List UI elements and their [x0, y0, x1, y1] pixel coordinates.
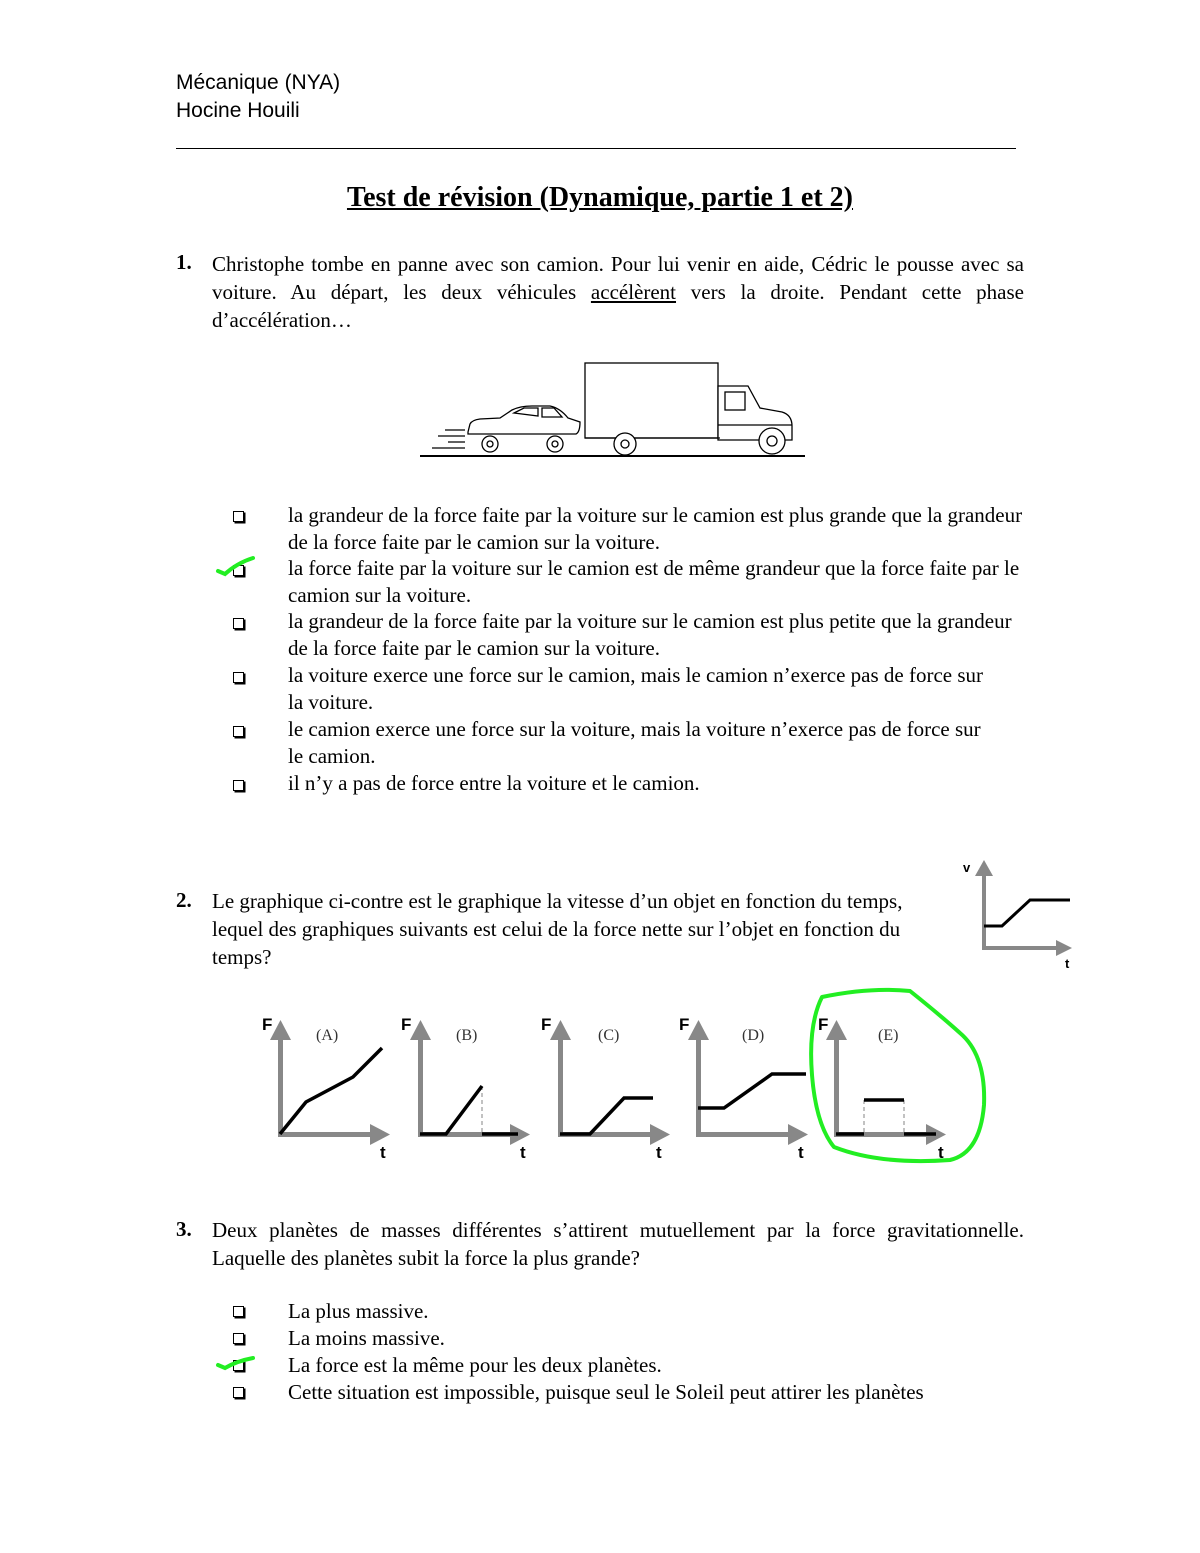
- q1-option-1: la grandeur de la force faite par la voiture sur le camion est plus grande que la grandeur de la force faite par le camion sur la voiture.: [288, 503, 1023, 554]
- force-axis-label: F: [679, 1015, 690, 1034]
- q3-number: 3.: [176, 1217, 192, 1241]
- q1-checkbox-6[interactable]: [233, 780, 244, 791]
- q1-checkbox-3[interactable]: [233, 618, 244, 629]
- q3-option-4: Cette situation est impossible, puisque seul le Soleil peut attirer les planètes: [288, 1380, 924, 1404]
- time-axis-label: t: [1065, 956, 1070, 971]
- force-graph-a[interactable]: [258, 1010, 398, 1165]
- q3-text: Deux planètes de masses différentes s’attirent mutuellement par la force gravitationnelle. Laquelle des planètes subit la force la plus grande?: [212, 1218, 1024, 1270]
- q1-text: Christophe tombe en panne avec son camion. Pour lui venir en aide, Cédric le pousse avec sa voiture. Au départ, les deux véhicules accélèrent vers la droite. Pendant cette phase d’accélération…: [212, 252, 1024, 332]
- graph-label-c: (C): [598, 1027, 620, 1044]
- q2-number: 2.: [176, 888, 192, 912]
- q3-option-3: La force est la même pour les deux planètes.: [288, 1353, 662, 1377]
- time-axis-label: t: [380, 1143, 386, 1162]
- q3-option-2: La moins massive.: [288, 1326, 445, 1350]
- author-name: Hocine Houili: [176, 99, 300, 122]
- green-check-mark-icon: [215, 1353, 257, 1373]
- time-axis-label: t: [656, 1143, 662, 1162]
- q3-checkbox-1[interactable]: [233, 1306, 244, 1317]
- time-axis-label: t: [798, 1143, 804, 1162]
- graph-label-e: (E): [878, 1027, 899, 1044]
- graph-label-d: (D): [742, 1027, 765, 1044]
- force-axis-label: F: [401, 1015, 412, 1034]
- force-axis-label: F: [541, 1015, 552, 1034]
- q2-text: Le graphique ci-contre est le graphique la vitesse d’un objet en fonction du temps, lequel des graphiques suivants est celui de la force nette sur l’objet en fonction du temps?: [212, 889, 903, 969]
- graph-label-b: (B): [456, 1027, 478, 1044]
- q1-option-5: le camion exerce une force sur la voiture, mais la voiture n’exerce pas de force sur le camion.: [288, 717, 981, 768]
- time-axis-label: t: [520, 1143, 526, 1162]
- force-graph-d[interactable]: [678, 1010, 818, 1165]
- page-title: Test de révision (Dynamique, partie 1 et 2): [346, 182, 854, 213]
- q1-underlined-word: accélèrent: [590, 280, 677, 304]
- q3-checkbox-2[interactable]: [233, 1333, 244, 1344]
- q3-option-1: La plus massive.: [288, 1299, 429, 1323]
- q1-number: 1.: [176, 250, 192, 274]
- q1-checkbox-1[interactable]: [233, 511, 244, 522]
- q1-option-6: il n’y a pas de force entre la voiture et le camion.: [288, 771, 700, 795]
- q1-option-4: la voiture exerce une force sur le camion, mais le camion n’exerce pas de force sur la voiture.: [288, 663, 983, 714]
- velocity-axis-label: v: [963, 860, 971, 875]
- q1-option-3: la grandeur de la force faite par la voiture sur le camion est plus petite que la grandeur de la force faite par le camion sur la voiture.: [288, 609, 1012, 660]
- q1-checkbox-5[interactable]: [233, 726, 244, 737]
- force-axis-label: F: [262, 1015, 273, 1034]
- green-check-mark-icon: [215, 553, 257, 577]
- q1-option-2: la force faite par la voiture sur le camion est de même grandeur que la force faite par le camion sur la voiture.: [288, 556, 1020, 607]
- graph-label-a: (A): [316, 1027, 339, 1044]
- green-selection-circle: [800, 985, 995, 1170]
- header-divider: [176, 148, 1016, 149]
- force-axis-label: F: [818, 1015, 829, 1034]
- velocity-time-graph: [960, 858, 1080, 973]
- force-graph-b[interactable]: [398, 1010, 538, 1165]
- course-name: Mécanique (NYA): [176, 71, 341, 94]
- force-graph-c[interactable]: [538, 1010, 678, 1165]
- q3-checkbox-4[interactable]: [233, 1387, 244, 1398]
- q1-checkbox-4[interactable]: [233, 672, 244, 683]
- time-axis-label: t: [938, 1143, 944, 1162]
- car-truck-illustration: [420, 360, 810, 460]
